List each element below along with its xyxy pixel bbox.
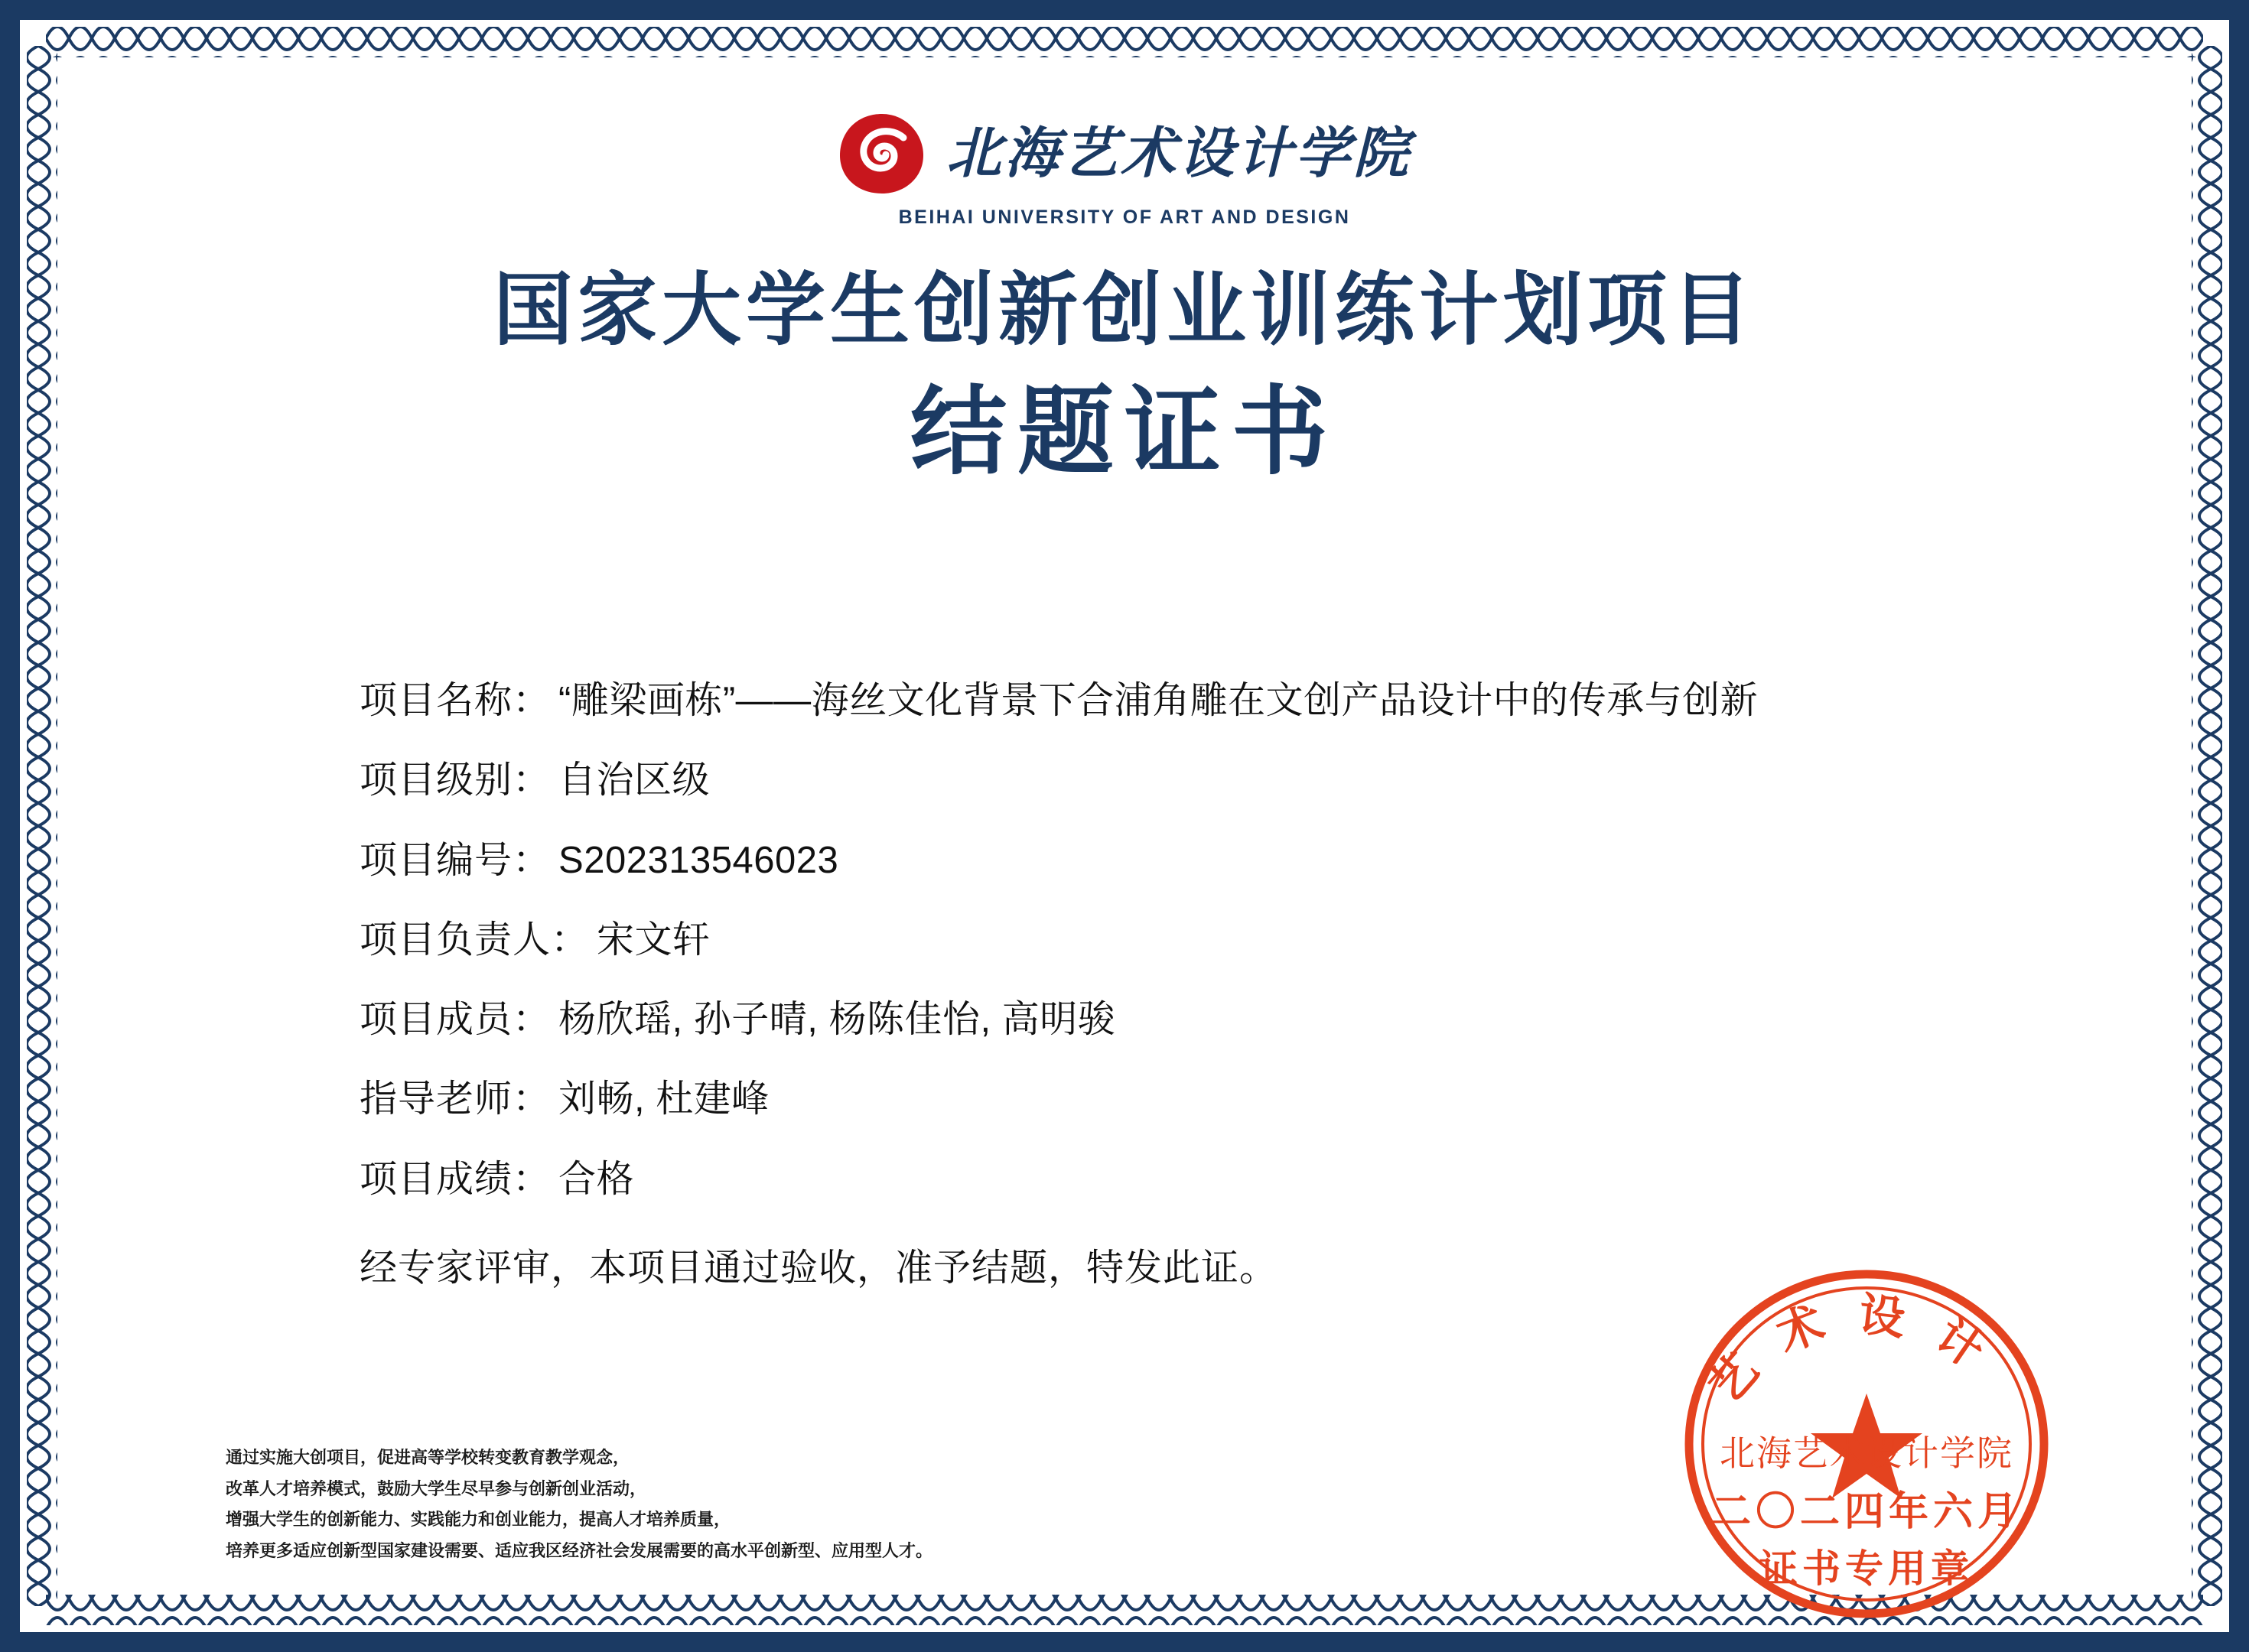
field-value-project-number: S202313546023 — [558, 839, 839, 881]
certificate-content — [92, 73, 2157, 1590]
field-project-leader — [360, 917, 2119, 964]
svg-text:艺 术 设 计 — [1700, 1289, 2000, 1413]
institution-name-en: BEIHAI UNIVERSITY OF ART AND DESIGN — [898, 206, 1351, 228]
field-project-grade — [360, 1156, 2119, 1203]
footnote-line-1: 通过实施大创项目，促进高等学校转变教育教学观念， — [226, 1448, 630, 1467]
approval-statement: 经专家评审，本项目通过验收，准予结题，特发此证。 — [360, 1247, 1278, 1289]
field-value-project-leader: 宋文轩 — [597, 919, 711, 961]
field-value-project-grade: 合格 — [558, 1158, 635, 1200]
footnote-line-3: 增强大学生的创新能力、实践能力和创业能力，提高人才培养质量， — [226, 1510, 731, 1530]
field-label-project-leader: 项目负责人： — [360, 919, 590, 961]
field-project-name — [360, 678, 2119, 724]
field-label-project-grade: 项目成绩： — [360, 1158, 552, 1200]
certificate-title-block — [92, 263, 2157, 491]
title-line-2: 结题证书 — [910, 379, 1339, 486]
field-value-project-level: 自治区级 — [558, 759, 711, 802]
field-value-project-name: “雕梁画栋”——海丝文化背景下合浦角雕在文创产品设计中的传承与创新 — [558, 680, 1759, 721]
footnote-block — [226, 1442, 1297, 1567]
field-project-level — [360, 757, 2119, 804]
official-seal-graphic — [1668, 1244, 2065, 1634]
field-project-members — [360, 997, 2119, 1043]
seal-date-text: 二〇二四年六月 — [1710, 1491, 2023, 1534]
field-label-project-number: 项目编号： — [360, 839, 552, 881]
seal-arc-text: 艺 术 设 计 — [1700, 1289, 2001, 1413]
field-label-project-level: 项目级别： — [360, 759, 552, 802]
title-line-1: 国家大学生创新创业训练计划项目 — [493, 267, 1756, 355]
footnote-line-2: 改革人才培养模式，鼓励大学生尽早参与创新创业活动， — [226, 1478, 647, 1498]
field-label-project-advisors: 指导老师： — [360, 1078, 552, 1120]
certificate-fields — [360, 678, 2119, 1292]
flame-swirl-logo-icon — [838, 112, 926, 196]
footnote-line-4: 培养更多适应创新型国家建设需要、适应我区经济社会发展需要的高水平创新型、应用型人才。 — [226, 1541, 933, 1561]
field-value-project-advisors: 刘畅, 杜建峰 — [558, 1078, 770, 1120]
institution-name-cn: 北海艺术设计学院 — [945, 123, 1411, 184]
official-seal — [1668, 1244, 2065, 1634]
field-label-project-members: 项目成员： — [360, 999, 552, 1040]
field-label-project-name: 项目名称： — [360, 680, 552, 721]
field-project-number — [360, 837, 2119, 884]
field-project-advisors — [360, 1076, 2119, 1123]
seal-center-text: 北海艺术设计学院 — [1720, 1434, 2013, 1473]
field-value-project-members: 杨欣瑶, 孙子晴, 杨陈佳怡, 高明骏 — [558, 999, 1116, 1040]
seal-bottom-text: 证书专用章 — [1759, 1547, 1974, 1590]
institution-logo-block — [92, 112, 2157, 229]
